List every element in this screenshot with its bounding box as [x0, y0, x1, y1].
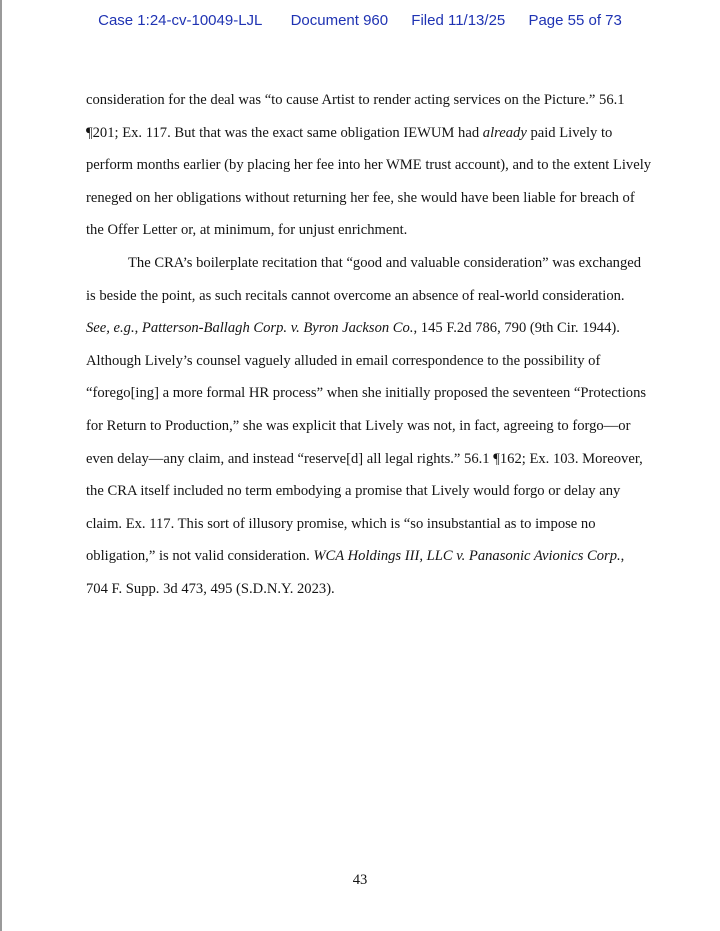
emphasis: already	[482, 124, 527, 141]
text-run: ,	[134, 320, 142, 337]
page-number: 43	[352, 872, 368, 888]
text-line: the CRA itself included no term embodying a promise that Lively would forgo or delay any	[86, 483, 621, 500]
paragraph-start: The CRA’s boilerplate recitation that “good and valuable consideration” was exchanged	[128, 254, 642, 271]
text-line	[86, 117, 646, 150]
text-line: for Return to Production,” she was explicit that Lively was not, in fact, agreeing to forgo—or	[86, 417, 631, 434]
signal-see: See, e.g.	[86, 320, 135, 337]
text-line: perform months earlier (by placing her fee into her WME trust account), and to the extent Lively	[86, 157, 652, 174]
text-line: claim. Ex. 117. This sort of illusory promise, which is “so insubstantial as to impose no	[86, 515, 596, 532]
page-edge	[0, 0, 2, 931]
citation-line: 704 F. Supp. 3d 473, 495 (S.D.N.Y. 2023).	[86, 580, 335, 597]
text-run: ,	[620, 548, 625, 565]
document-number: Document 960	[290, 12, 389, 29]
text-line: consideration for the deal was “to cause Artist to render acting services on the Picture.” 56.1	[86, 92, 625, 108]
text-line: reneged on her obligations without returning her fee, she would have been liable for breach of	[86, 189, 635, 206]
text-run: paid Lively to	[526, 124, 613, 141]
filing-header	[0, 12, 720, 29]
text-run: obligation,” is not valid consideration.	[86, 548, 314, 565]
filed-date: Filed 11/13/25	[411, 12, 506, 29]
case-number: Case 1:24-cv-10049-LJL	[98, 12, 263, 29]
case-name: Patterson-Ballagh Corp. v. Byron Jackson Co.	[141, 320, 414, 337]
page-of-total: Page 55 of 73	[528, 12, 622, 29]
citation-line	[86, 312, 646, 345]
text-line: “forego[ing] a more formal HR process” when she initially proposed the seventeen “Protections	[86, 385, 647, 402]
citation: , 145 F.2d 786, 790 (9th Cir. 1944).	[413, 320, 620, 337]
document-body	[86, 84, 652, 606]
text-line: Although Lively’s counsel vaguely alluded in email correspondence to the possibility of	[86, 352, 601, 369]
text-run: ¶201; Ex. 117. But that was the exact same obligation IEWUM had	[86, 124, 483, 141]
text-line: is beside the point, as such recitals cannot overcome an absence of real-world consideration.	[86, 287, 625, 304]
text-line: even delay—any claim, and instead “reserve[d] all legal rights.” 56.1 ¶162; Ex. 103. Moreover,	[86, 450, 643, 467]
text-line: the Offer Letter or, at minimum, for unjust enrichment.	[86, 222, 408, 239]
citation-line	[86, 540, 646, 573]
case-name: WCA Holdings III, LLC v. Panasonic Avionics Corp.	[313, 548, 621, 565]
